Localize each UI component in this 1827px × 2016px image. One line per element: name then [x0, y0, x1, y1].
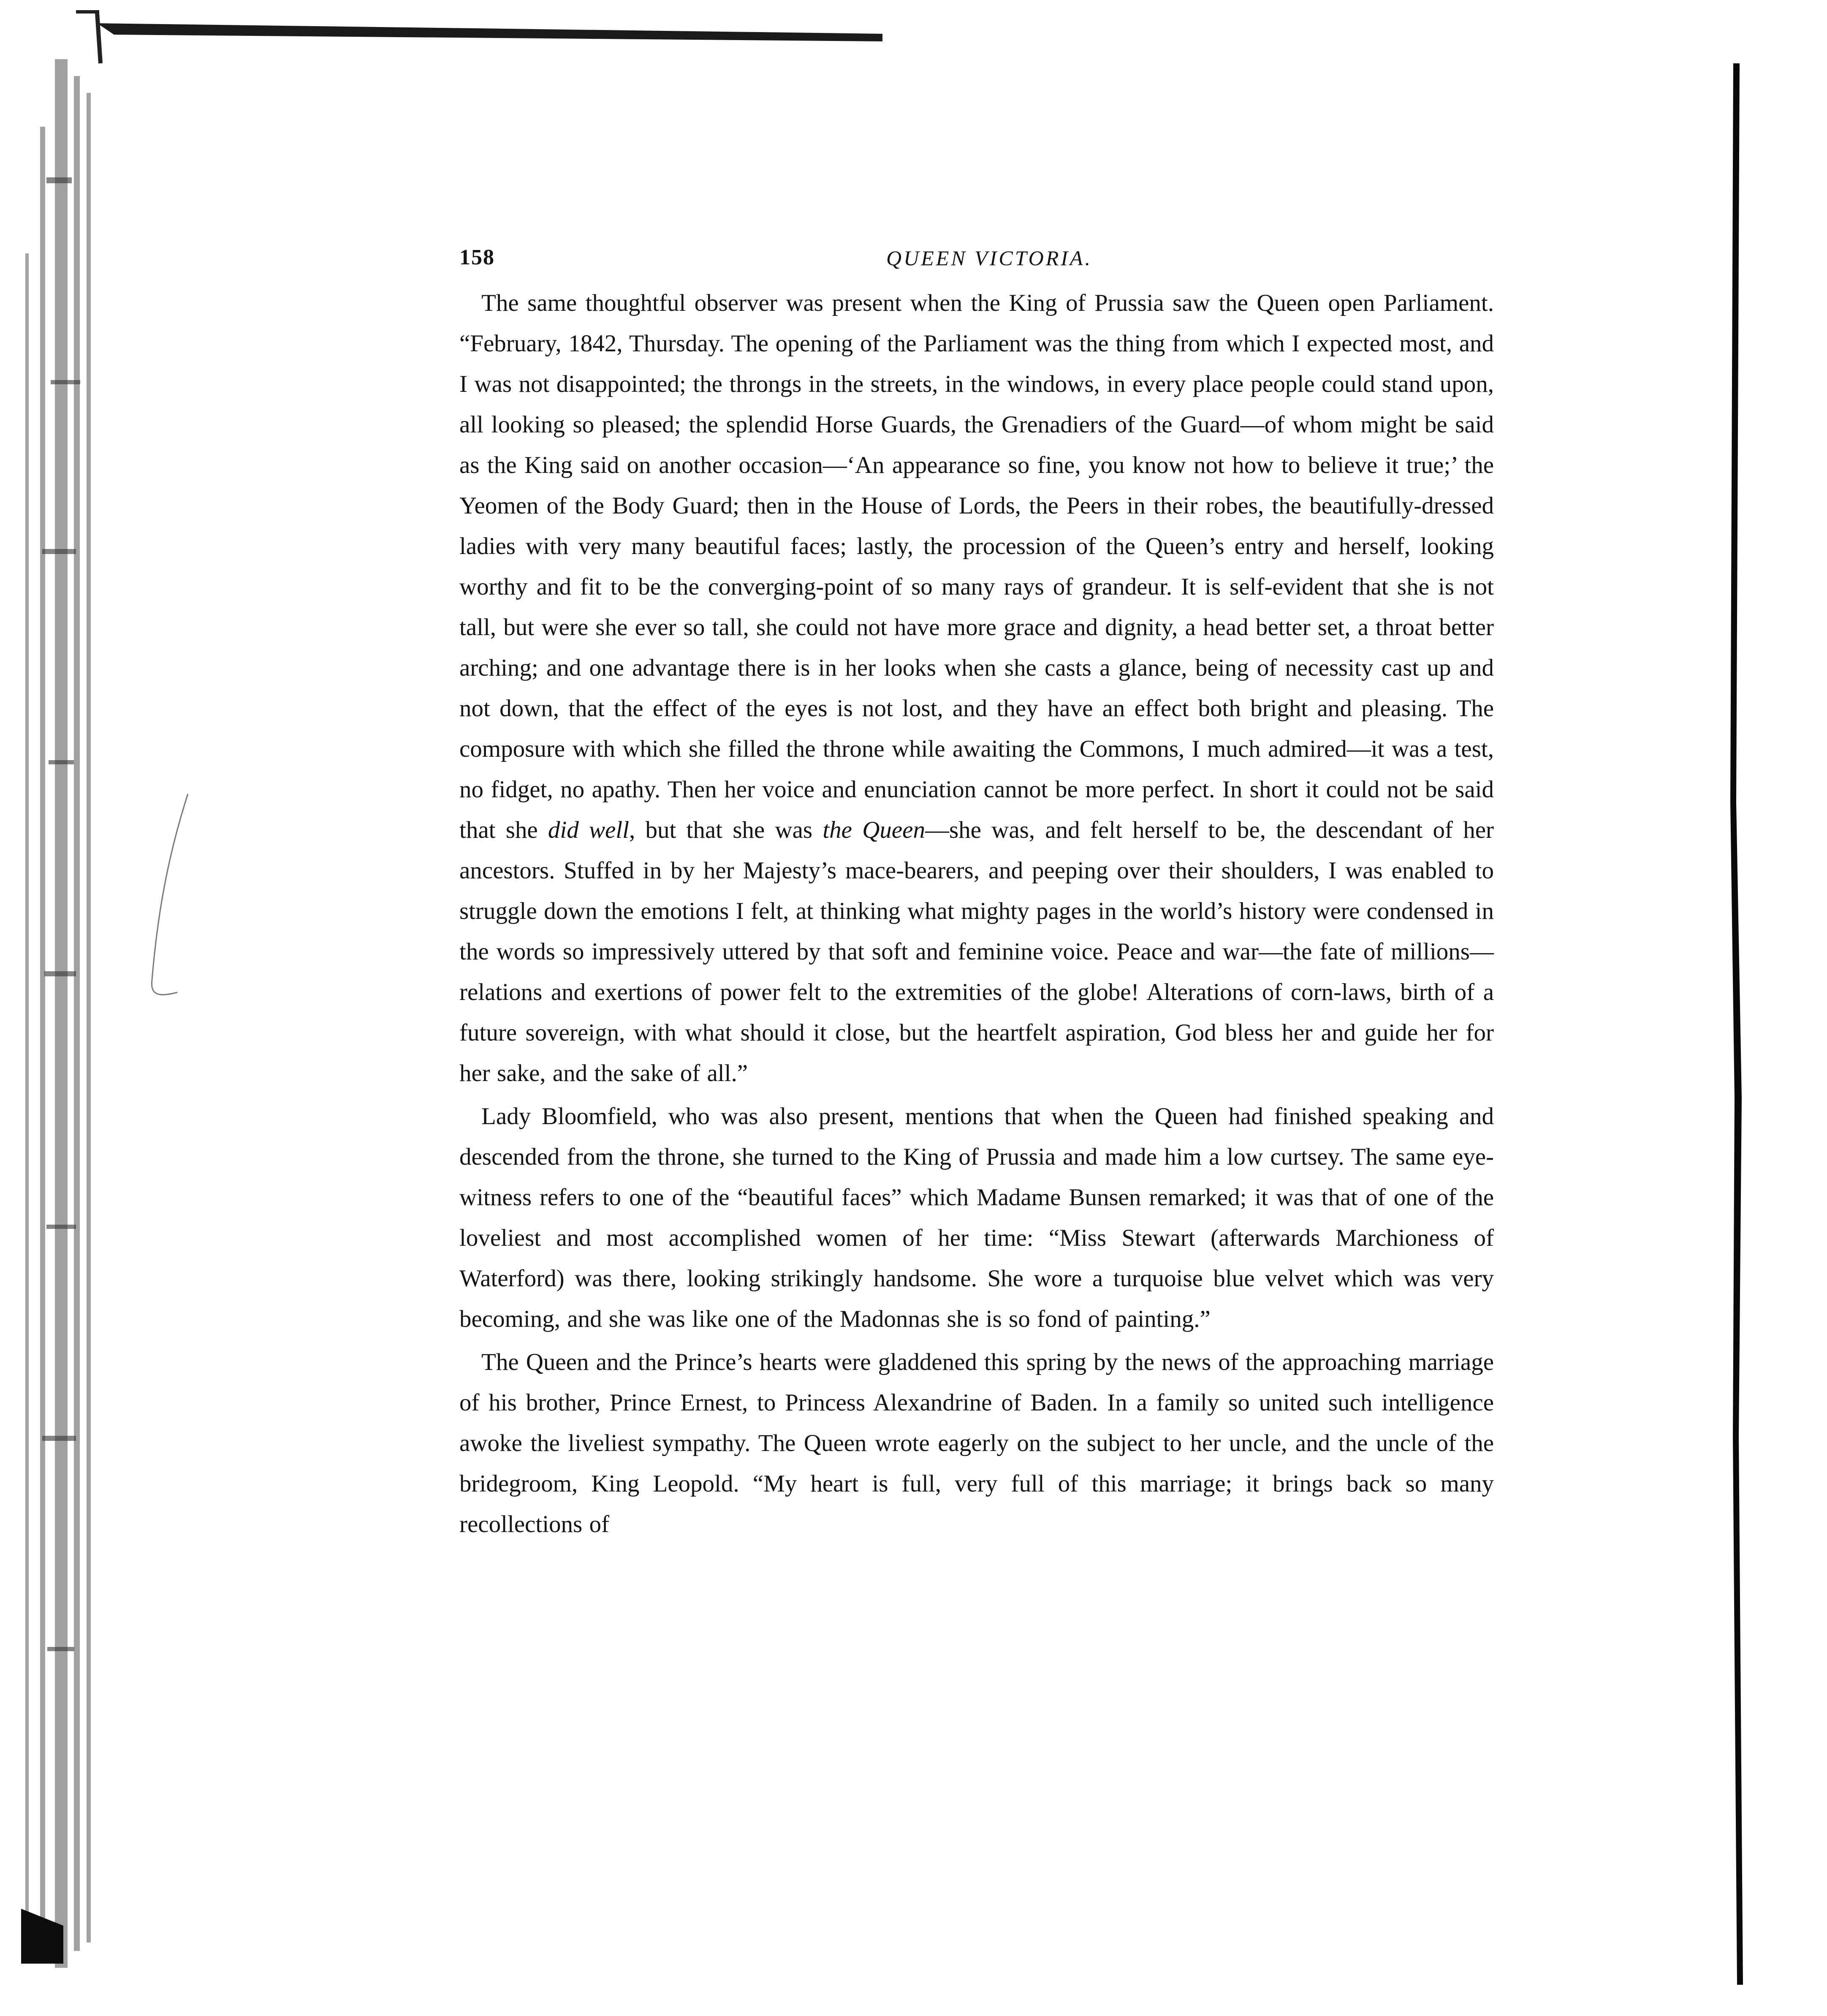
margin-pencil-mark [152, 794, 188, 995]
text-run: , but that she was [629, 817, 823, 843]
page-number: 158 [459, 245, 495, 269]
text-run: The Queen and the Prince’s hearts were gladdened this spring by the news of the approaching marriage of his brother, Prince Ernest, to Princess Alexandrine of Baden. In a family so united such intelligence awoke the liveliest sympathy. The Queen wrote eagerly on the subject to her uncle, and the uncle of the bridegroom, King Leopold. “My heart is full, very full of this marriage; it brings back so many recollections of [459, 1349, 1494, 1538]
running-title: QUEEN VICTORIA. [886, 246, 1092, 270]
text-run: —she was, and felt herself to be, the descendant of her ancestors. Stuffed in by her Majesty’s mace-bearers, and peeping over their shoulders, I was enabled to struggle down the emotions I felt, at thinking what mighty pages in the world’s history were condensed in the words so impressively uttered by that soft and feminine voice. Peace and war—the fate of millions—relations and exertions of power felt to the extremities of the globe! Alterations of corn-laws, birth of a future sovereign, with what should it close, but the heartfelt aspiration, God bless her and guide her for her sake, and the sake of all.” [459, 817, 1494, 1087]
book-page [459, 236, 1494, 1799]
italic-text: the Queen [823, 817, 925, 843]
text-run: Lady Bloomfield, who was also present, mentions that when the Queen had finished speaking and descended from the throne, she turned to the King of Prussia and made him a low curtsey. The same eye-witness refers to one of the “beautiful faces” which Madame Bunsen remarked; it was that of one of the loveliest and most accomplished women of her time: “Miss Stewart (afterwards Marchioness of Waterford) was there, looking strikingly handsome. She wore a turquoise blue velvet which was very becoming, and she was like one of the Madonnas she is so fond of painting.” [459, 1103, 1494, 1332]
top-binding-rule [97, 23, 882, 41]
running-head [459, 236, 1494, 283]
left-gutter-shadow [25, 59, 91, 1968]
paragraph [459, 1096, 1494, 1339]
body-text [459, 283, 1494, 1545]
italic-text: did well [548, 817, 629, 843]
text-run: The same thoughtful observer was present when the King of Prussia saw the Queen open Parliament. “February, 1842, Thursday. The opening of the Parliament was the thing from which I expected most, and I was not disappointed; the throngs in the streets, in the windows, in every place people could stand upon, all looking so pleased; the splendid Horse Guards, the Grenadiers of the Guard—of whom might be said as the King said on another occasion—‘An appearance so fine, you know not how to believe it true;’ the Yeomen of the Body Guard; then in the House of Lords, the Peers in their robes, the beautifully-dressed ladies with very many beautiful faces; lastly, the procession of the Queen’s entry and herself, looking worthy and fit to be the converging-point of so many rays of grandeur. It is self-evident that she is not tall, but were she ever so tall, she could not have more grace and dignity, a head better set, a throat better arching; and one advantage there is in her looks when she casts a glance, being of necessity cast up and not down, that the effect of the eyes is not lost, and they have an effect both bright and pleasing. The composure with which she filled the throne while awaiting the Commons, I much admired—it was a test, no fidget, no apathy. Then her voice and enunciation cannot be more perfect. In short it could not be said that she [459, 290, 1494, 843]
right-edge-line [1730, 63, 1743, 1985]
paragraph [459, 1342, 1494, 1545]
paragraph [459, 283, 1494, 1094]
